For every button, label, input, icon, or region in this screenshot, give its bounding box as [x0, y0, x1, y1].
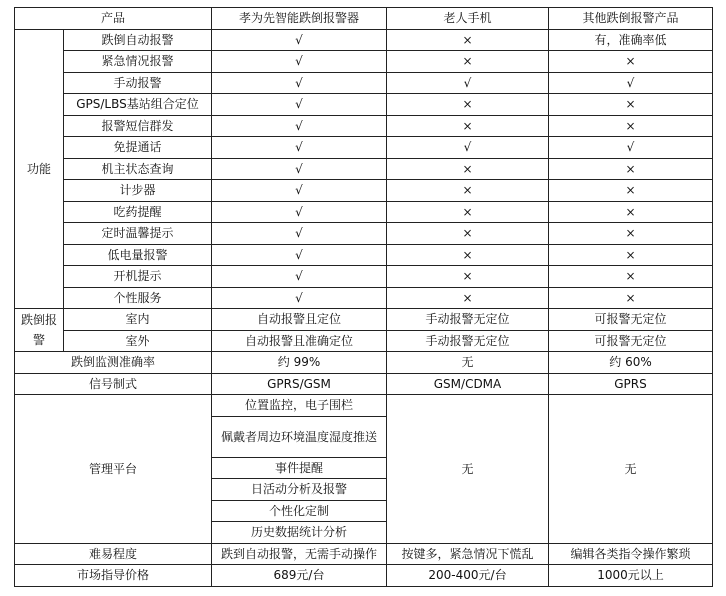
feature-name-cell: 报警短信群发 [64, 115, 212, 137]
table-row [15, 330, 713, 352]
product-mark-cell: √ [212, 158, 387, 180]
feature-name-cell: 紧急情况报警 [64, 51, 212, 73]
header-other-products: 其他跌倒报警产品 [549, 8, 713, 30]
product-mark-cell: √ [212, 72, 387, 94]
phone-mark-cell: × [387, 266, 549, 288]
header-xiaoweixian: 孝为先智能跌倒报警器 [212, 8, 387, 30]
product-mark-cell: √ [212, 51, 387, 73]
other-mark-cell: × [549, 223, 713, 245]
phone-mark-cell: × [387, 51, 549, 73]
phone-mark-cell: × [387, 223, 549, 245]
accuracy-row [15, 352, 713, 374]
fall-other-cell: 可报警无定位 [549, 309, 713, 331]
other-mark-cell: × [549, 158, 713, 180]
fall-phone-cell: 手动报警无定位 [387, 309, 549, 331]
accuracy-other: 约 60% [549, 352, 713, 374]
product-mark-cell: √ [212, 201, 387, 223]
platform-label: 管理平台 [15, 395, 212, 544]
phone-mark-cell: × [387, 201, 549, 223]
comparison-table [14, 7, 713, 587]
table-row [15, 51, 713, 73]
table-row [15, 94, 713, 116]
platform-other: 无 [549, 395, 713, 544]
platform-item-cell: 个性化定制 [212, 500, 387, 522]
other-mark-cell: × [549, 244, 713, 266]
product-mark-cell: √ [212, 29, 387, 51]
accuracy-label: 跌倒监测准确率 [15, 352, 212, 374]
table-row [15, 395, 713, 417]
difficulty-row [15, 543, 713, 565]
feature-name-cell: 低电量报警 [64, 244, 212, 266]
phone-mark-cell: × [387, 29, 549, 51]
phone-mark-cell: × [387, 158, 549, 180]
accuracy-phone: 无 [387, 352, 549, 374]
other-mark-cell: × [549, 94, 713, 116]
phone-mark-cell: × [387, 180, 549, 202]
price-phone: 200-400元/台 [387, 565, 549, 587]
header-product: 产品 [15, 8, 212, 30]
platform-item-cell: 佩戴者周边环境温度湿度推送 [212, 416, 387, 457]
difficulty-label: 难易程度 [15, 543, 212, 565]
table-row [15, 29, 713, 51]
signal-other: GPRS [549, 373, 713, 395]
other-mark-cell: √ [549, 137, 713, 159]
difficulty-product: 跌到自动报警，无需手动操作 [212, 543, 387, 565]
table-row [15, 115, 713, 137]
other-mark-cell: √ [549, 72, 713, 94]
phone-mark-cell: × [387, 115, 549, 137]
platform-item-cell: 历史数据统计分析 [212, 522, 387, 544]
accuracy-product: 约 99% [212, 352, 387, 374]
price-label: 市场指导价格 [15, 565, 212, 587]
function-section [15, 29, 713, 309]
feature-name-cell: GPS/LBS基站组合定位 [64, 94, 212, 116]
other-mark-cell: × [549, 180, 713, 202]
price-other: 1000元以上 [549, 565, 713, 587]
header-row [15, 8, 713, 30]
product-mark-cell: √ [212, 115, 387, 137]
platform-item-cell: 位置监控，电子围栏 [212, 395, 387, 417]
table-row [15, 158, 713, 180]
product-mark-cell: √ [212, 180, 387, 202]
other-mark-cell: × [549, 201, 713, 223]
function-group-label: 功能 [15, 29, 64, 309]
other-mark-cell: × [549, 266, 713, 288]
fall-group-label: 跌倒报警 [15, 309, 64, 352]
fall-phone-cell: 手动报警无定位 [387, 330, 549, 352]
feature-name-cell: 机主状态查询 [64, 158, 212, 180]
difficulty-phone: 按键多，紧急情况下慌乱 [387, 543, 549, 565]
platform-section [15, 395, 713, 544]
product-mark-cell: √ [212, 287, 387, 309]
table-row [15, 201, 713, 223]
signal-phone: GSM/CDMA [387, 373, 549, 395]
feature-name-cell: 计步器 [64, 180, 212, 202]
table-row [15, 309, 713, 331]
other-mark-cell: × [549, 115, 713, 137]
fall-setting-cell: 室外 [64, 330, 212, 352]
product-mark-cell: √ [212, 223, 387, 245]
fall-setting-cell: 室内 [64, 309, 212, 331]
other-mark-cell: × [549, 287, 713, 309]
signal-product: GPRS/GSM [212, 373, 387, 395]
feature-name-cell: 跌倒自动报警 [64, 29, 212, 51]
fall-product-cell: 自动报警且定位 [212, 309, 387, 331]
phone-mark-cell: √ [387, 137, 549, 159]
table-row [15, 287, 713, 309]
price-row [15, 565, 713, 587]
signal-label: 信号制式 [15, 373, 212, 395]
table-row [15, 137, 713, 159]
table-row [15, 72, 713, 94]
table-row [15, 266, 713, 288]
product-mark-cell: √ [212, 94, 387, 116]
product-mark-cell: √ [212, 137, 387, 159]
table-row [15, 223, 713, 245]
difficulty-other: 编辑各类指令操作繁琐 [549, 543, 713, 565]
phone-mark-cell: √ [387, 72, 549, 94]
header-elder-phone: 老人手机 [387, 8, 549, 30]
feature-name-cell: 手动报警 [64, 72, 212, 94]
feature-name-cell: 吃药提醒 [64, 201, 212, 223]
product-mark-cell: √ [212, 244, 387, 266]
feature-name-cell: 个性服务 [64, 287, 212, 309]
platform-item-cell: 事件提醒 [212, 457, 387, 479]
phone-mark-cell: × [387, 244, 549, 266]
feature-name-cell: 免提通话 [64, 137, 212, 159]
fall-other-cell: 可报警无定位 [549, 330, 713, 352]
product-mark-cell: √ [212, 266, 387, 288]
platform-phone: 无 [387, 395, 549, 544]
feature-name-cell: 定时温馨提示 [64, 223, 212, 245]
platform-item-cell: 日活动分析及报警 [212, 479, 387, 501]
other-mark-cell: × [549, 51, 713, 73]
table-row [15, 180, 713, 202]
other-mark-cell: 有，准确率低 [549, 29, 713, 51]
fall-product-cell: 自动报警且准确定位 [212, 330, 387, 352]
phone-mark-cell: × [387, 287, 549, 309]
feature-name-cell: 开机提示 [64, 266, 212, 288]
signal-row [15, 373, 713, 395]
phone-mark-cell: × [387, 94, 549, 116]
price-product: 689元/台 [212, 565, 387, 587]
table-row [15, 244, 713, 266]
